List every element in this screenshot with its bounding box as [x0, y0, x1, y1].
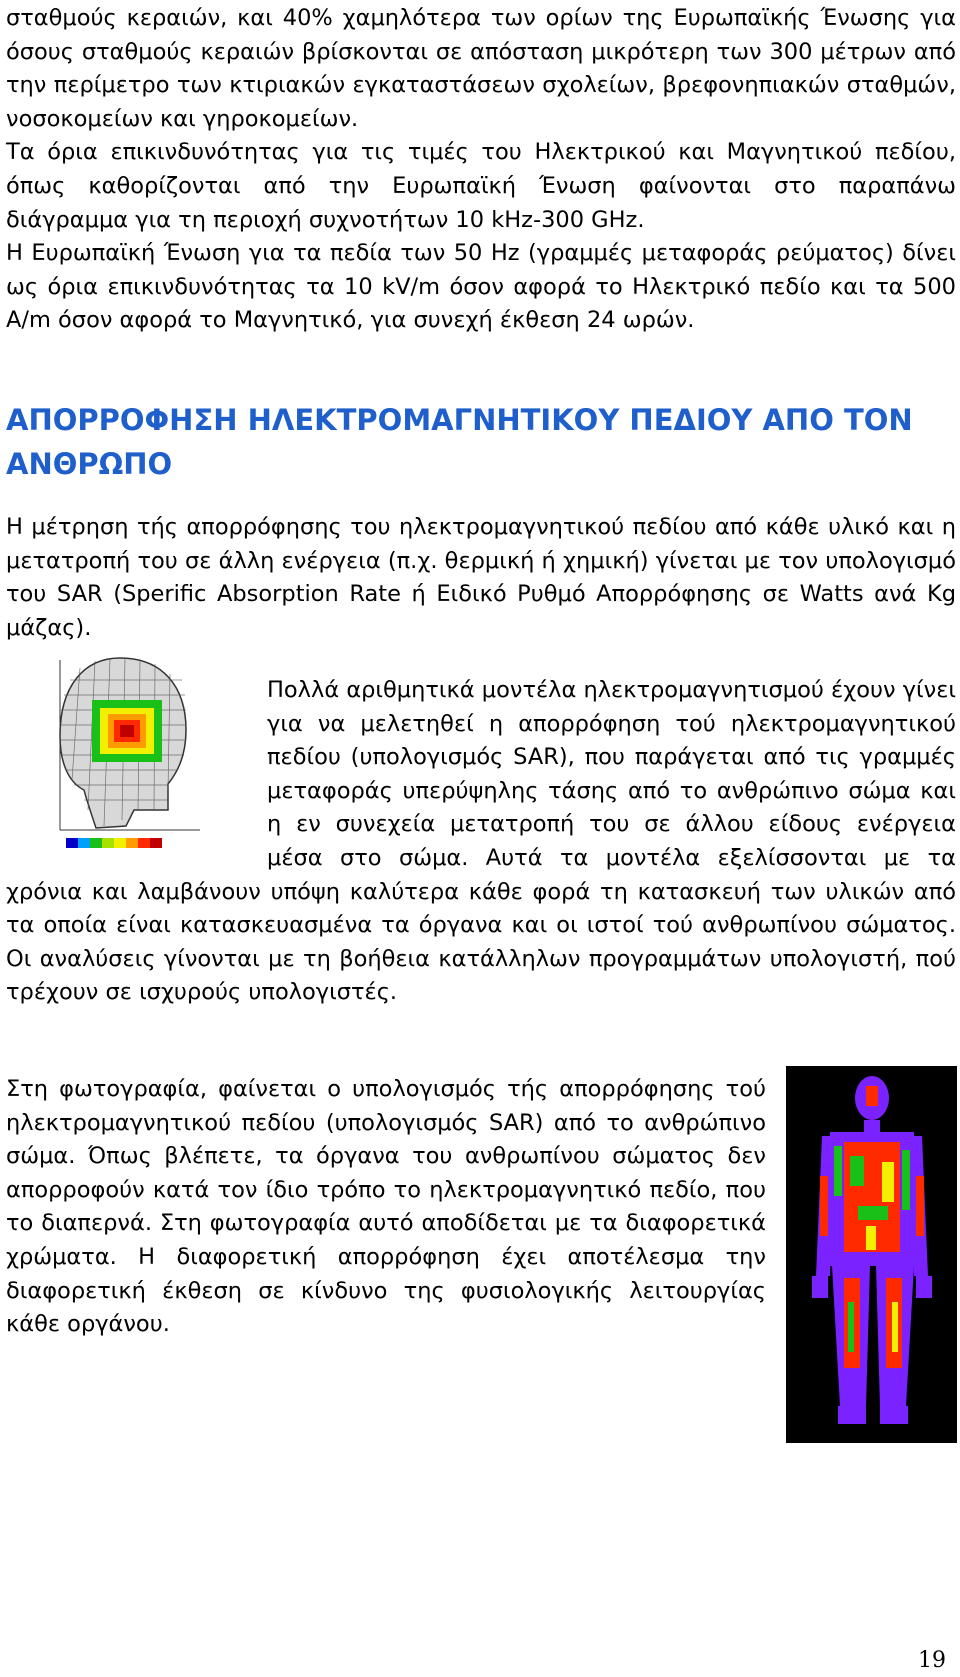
body-sar-figure [786, 1066, 957, 1443]
page-number: 19 [918, 1648, 946, 1673]
section-heading: ΑΠΟΡΡΟΦΗΣΗ ΗΛΕΚΤΡΟΜΑΓΝΗΤΙΚΟΥ ΠΕΔΙΟΥ ΑΠΟ ΤΟΝ ΑΝΘΡΩΠΟ [6, 403, 913, 481]
paragraph-eu-limits: Τα όρια επικινδυνότητας για τις τιμές του Ηλεκτρικού και Μαγνητικού πεδίου, όπως καθορίζονται από την Ευρωπαϊκή Ένωση φαίνονται στο παραπάνω διάγραμμα για τη περιοχή συχνοτήτων 10 kHz-300 GHz. [6, 139, 956, 233]
photo-section [6, 1073, 766, 1342]
intro-section [6, 2, 956, 338]
paragraph-50hz-limits: Η Ευρωπαϊκή Ένωση για τα πεδία των 50 Hz (γραμμές μεταφοράς ρεύματος) δίνει ως όρια επικινδυνότητας τα 10 kV/m όσον αφορά το Ηλεκτρικό πεδίο και τα 500 A/m όσον αφορά το Μαγνητικό, για συνεχή έκθεση 24 ωρών. [6, 240, 956, 334]
paragraph-photo-description: Στη φωτογραφία, φαίνεται ο υπολογισμός τής απορρόφησης τού ηλεκτρομαγνητικού πεδίου (υπολογισμός SAR) από το ανθρώπινο σώμα. Όπως βλέπετε, τα όργανα του ανθρωπίνου σώματος δεν απορροφούν κατά τον ίδιο τρόπο το ηλεκτρομαγνητικό πεδίο, που το διαπερνά. Στη φωτογραφία αυτό αποδίδεται με τα διαφορετικά χρώματα. Η διαφορετική απορρόφηση έχει αποτέλεσμα την διαφορετική έκθεση σε κίνδυνο της φυσιολογικής λειτουργίας κάθε οργάνου. [6, 1076, 766, 1338]
paragraph-sar-definition: Η μέτρηση τής απορρόφησης του ηλεκτρομαγνητικού πεδίου από κάθε υλικό και η μετατροπή του σε άλλη ενέργεια (π.χ. θερμική ή χημική) γίνεται με τον υπολογισμό του SAR (Sperific Absorption Rate ή Ειδικό Ρυθμό Απορρόφησης σε Watts ανά Kg μάζας). [6, 514, 956, 641]
paragraph-antenna-limits: σταθμούς κεραιών, και 40% χαμηλότερα των ορίων της Ευρωπαϊκής Ένωσης για όσους σταθμούς κεραιών βρίσκονται σε απόσταση μικρότερη των 300 μέτρων από την περίμετρο των κτιριακών εγκαταστάσεων σχολείων, βρεφονηπιακών σταθμών, νοσοκομείων και γηροκομείων. [6, 5, 956, 132]
paragraph-numerical-models: Πολλά αριθμητικά μοντέλα ηλεκτρομαγνητισμού έχουν γίνει για να μελετηθεί η απορρόφηση τού ηλεκτρομαγνητικού πεδίου (υπολογισμός SAR), που παράγεται από τις γραμμές μεταφοράς υπερύψηλης τάσης από το ανθρώπινο σώμα και η εν συνεχεία μετατροπή του σε άλλου είδους ενέργεια μέσα στο σώμα. Αυτά τα μοντέλα εξελίσσονται με τα χρόνια και λαμβάνουν υπόψη καλύτερα κάθε φορά τη κατασκευή των υλικών από τα οποία είναι κατασκευασμένα τα όργανα και οι ιστοί τού ανθρωπίνου σώματος. Οι αναλύσεις γίνονται με τη βοήθεια κατάλληλων προγραμμάτων υπολογιστή, πού τρέχουν σε ισχυρούς υπολογιστές. [6, 677, 956, 1006]
sar-definition-section [6, 511, 956, 645]
models-section [6, 674, 956, 1010]
head-sar-figure [0, 650, 255, 855]
